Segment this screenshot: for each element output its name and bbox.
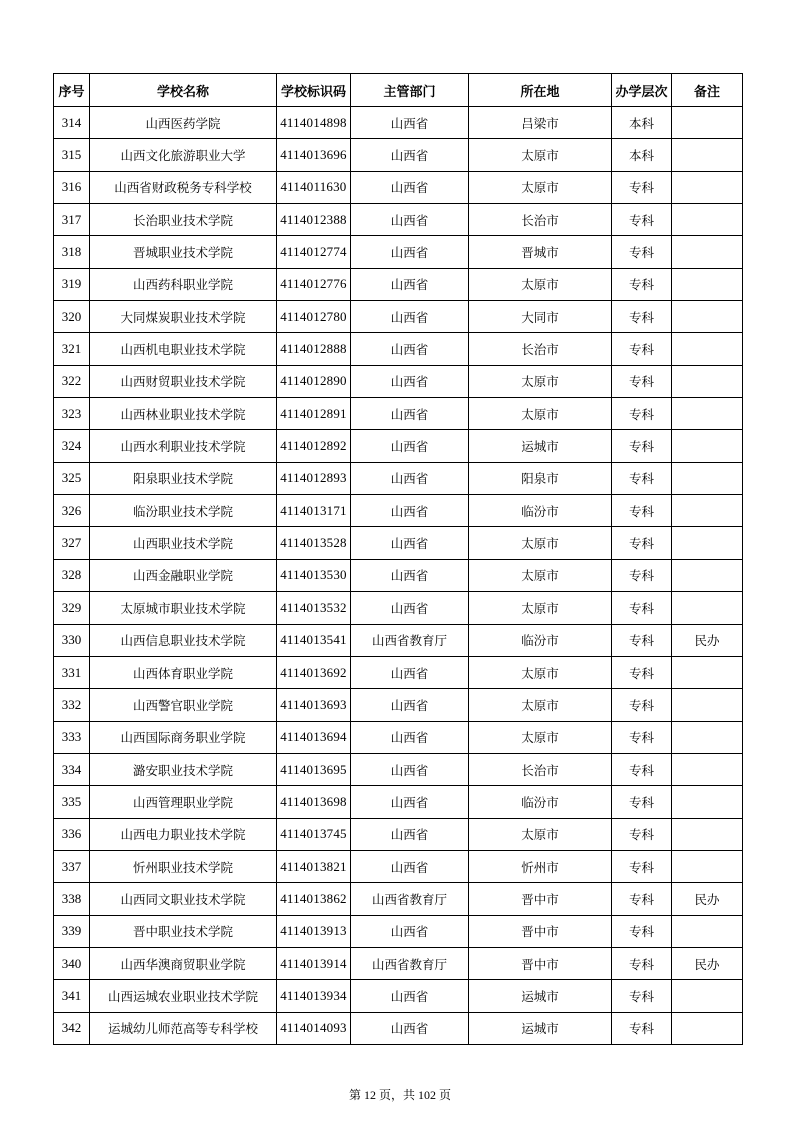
table-row <box>54 980 743 1012</box>
cell-level: 专科 <box>612 624 672 656</box>
cell-location: 运城市 <box>469 430 612 462</box>
cell-location: 太原市 <box>469 527 612 559</box>
table-row <box>54 301 743 333</box>
cell-level: 专科 <box>612 915 672 947</box>
cell-school-code: 4114013862 <box>277 883 351 915</box>
cell-remarks <box>672 753 743 785</box>
cell-school-name: 大同煤炭职业技术学院 <box>90 301 277 333</box>
cell-school-code: 4114012780 <box>277 301 351 333</box>
cell-school-code: 4114014898 <box>277 107 351 139</box>
table-row <box>54 689 743 721</box>
cell-department: 山西省教育厅 <box>351 624 469 656</box>
table-row <box>54 786 743 818</box>
cell-index: 340 <box>54 947 90 979</box>
cell-index: 326 <box>54 495 90 527</box>
cell-school-code: 4114013821 <box>277 850 351 882</box>
cell-remarks <box>672 139 743 171</box>
cell-department: 山西省教育厅 <box>351 947 469 979</box>
cell-school-name: 山西警官职业学院 <box>90 689 277 721</box>
cell-department: 山西省 <box>351 204 469 236</box>
cell-school-code: 4114012776 <box>277 268 351 300</box>
cell-level: 专科 <box>612 527 672 559</box>
cell-index: 316 <box>54 171 90 203</box>
table-row <box>54 333 743 365</box>
cell-department: 山西省 <box>351 592 469 624</box>
cell-department: 山西省 <box>351 818 469 850</box>
cell-department: 山西省教育厅 <box>351 883 469 915</box>
cell-index: 314 <box>54 107 90 139</box>
cell-level: 本科 <box>612 139 672 171</box>
table-row <box>54 495 743 527</box>
cell-remarks <box>672 398 743 430</box>
cell-school-name: 忻州职业技术学院 <box>90 850 277 882</box>
cell-department: 山西省 <box>351 462 469 494</box>
table-row <box>54 656 743 688</box>
cell-department: 山西省 <box>351 527 469 559</box>
cell-index: 321 <box>54 333 90 365</box>
cell-department: 山西省 <box>351 980 469 1012</box>
cell-school-code: 4114012892 <box>277 430 351 462</box>
cell-location: 太原市 <box>469 818 612 850</box>
cell-school-name: 山西信息职业技术学院 <box>90 624 277 656</box>
cell-school-name: 山西机电职业技术学院 <box>90 333 277 365</box>
table-row <box>54 139 743 171</box>
cell-school-code: 4114013532 <box>277 592 351 624</box>
table-row <box>54 171 743 203</box>
cell-location: 晋中市 <box>469 947 612 979</box>
table-row <box>54 753 743 785</box>
cell-school-name: 太原城市职业技术学院 <box>90 592 277 624</box>
cell-remarks <box>672 915 743 947</box>
cell-school-code: 4114013694 <box>277 721 351 753</box>
table-row <box>54 430 743 462</box>
cell-school-code: 4114012388 <box>277 204 351 236</box>
cell-remarks <box>672 301 743 333</box>
cell-location: 太原市 <box>469 139 612 171</box>
cell-level: 专科 <box>612 689 672 721</box>
cell-school-name: 山西财贸职业技术学院 <box>90 365 277 397</box>
cell-school-name: 山西林业职业技术学院 <box>90 398 277 430</box>
cell-level: 专科 <box>612 333 672 365</box>
cell-level: 专科 <box>612 171 672 203</box>
cell-department: 山西省 <box>351 365 469 397</box>
cell-school-code: 4114012891 <box>277 398 351 430</box>
table-row <box>54 850 743 882</box>
cell-school-name: 山西医药学院 <box>90 107 277 139</box>
cell-index: 330 <box>54 624 90 656</box>
header-school-name: 学校名称 <box>90 74 277 107</box>
header-school-code: 学校标识码 <box>277 74 351 107</box>
table-row <box>54 462 743 494</box>
table-row <box>54 1012 743 1044</box>
table-row <box>54 818 743 850</box>
cell-school-code: 4114013698 <box>277 786 351 818</box>
cell-index: 315 <box>54 139 90 171</box>
cell-index: 338 <box>54 883 90 915</box>
cell-index: 329 <box>54 592 90 624</box>
cell-department: 山西省 <box>351 333 469 365</box>
cell-school-code: 4114013692 <box>277 656 351 688</box>
cell-school-name: 潞安职业技术学院 <box>90 753 277 785</box>
cell-level: 专科 <box>612 1012 672 1044</box>
cell-location: 临汾市 <box>469 624 612 656</box>
cell-department: 山西省 <box>351 301 469 333</box>
table-row <box>54 721 743 753</box>
cell-school-code: 4114013913 <box>277 915 351 947</box>
cell-index: 339 <box>54 915 90 947</box>
cell-school-name: 山西药科职业学院 <box>90 268 277 300</box>
cell-remarks <box>672 818 743 850</box>
cell-location: 阳泉市 <box>469 462 612 494</box>
cell-school-code: 4114014093 <box>277 1012 351 1044</box>
cell-school-code: 4114013530 <box>277 559 351 591</box>
cell-location: 忻州市 <box>469 850 612 882</box>
cell-school-name: 山西管理职业学院 <box>90 786 277 818</box>
cell-location: 太原市 <box>469 592 612 624</box>
cell-index: 341 <box>54 980 90 1012</box>
cell-level: 专科 <box>612 398 672 430</box>
cell-index: 318 <box>54 236 90 268</box>
cell-location: 太原市 <box>469 689 612 721</box>
cell-school-code: 4114012888 <box>277 333 351 365</box>
cell-remarks <box>672 495 743 527</box>
cell-location: 大同市 <box>469 301 612 333</box>
cell-index: 317 <box>54 204 90 236</box>
cell-level: 专科 <box>612 753 672 785</box>
cell-level: 专科 <box>612 786 672 818</box>
header-level: 办学层次 <box>612 74 672 107</box>
table-row <box>54 592 743 624</box>
table-row <box>54 527 743 559</box>
cell-school-code: 4114013541 <box>277 624 351 656</box>
cell-department: 山西省 <box>351 850 469 882</box>
cell-department: 山西省 <box>351 398 469 430</box>
cell-department: 山西省 <box>351 139 469 171</box>
cell-department: 山西省 <box>351 559 469 591</box>
cell-location: 临汾市 <box>469 495 612 527</box>
cell-location: 晋中市 <box>469 915 612 947</box>
table-row <box>54 947 743 979</box>
cell-school-name: 晋城职业技术学院 <box>90 236 277 268</box>
cell-remarks <box>672 786 743 818</box>
cell-index: 322 <box>54 365 90 397</box>
cell-remarks <box>672 559 743 591</box>
cell-location: 太原市 <box>469 171 612 203</box>
cell-remarks <box>672 204 743 236</box>
table-row <box>54 107 743 139</box>
cell-department: 山西省 <box>351 786 469 818</box>
cell-location: 晋中市 <box>469 883 612 915</box>
cell-index: 320 <box>54 301 90 333</box>
cell-school-name: 山西电力职业技术学院 <box>90 818 277 850</box>
cell-location: 长治市 <box>469 204 612 236</box>
cell-school-code: 4114013695 <box>277 753 351 785</box>
cell-school-name: 长治职业技术学院 <box>90 204 277 236</box>
cell-location: 晋城市 <box>469 236 612 268</box>
cell-remarks: 民办 <box>672 883 743 915</box>
cell-school-code: 4114013934 <box>277 980 351 1012</box>
cell-index: 331 <box>54 656 90 688</box>
cell-level: 专科 <box>612 236 672 268</box>
school-list-table <box>53 73 743 1045</box>
cell-location: 长治市 <box>469 333 612 365</box>
cell-school-code: 4114012893 <box>277 462 351 494</box>
cell-department: 山西省 <box>351 1012 469 1044</box>
cell-school-code: 4114011630 <box>277 171 351 203</box>
cell-department: 山西省 <box>351 721 469 753</box>
cell-remarks <box>672 980 743 1012</box>
cell-index: 328 <box>54 559 90 591</box>
cell-department: 山西省 <box>351 753 469 785</box>
cell-remarks <box>672 107 743 139</box>
cell-level: 专科 <box>612 559 672 591</box>
cell-school-code: 4114013696 <box>277 139 351 171</box>
cell-level: 专科 <box>612 495 672 527</box>
cell-remarks <box>672 333 743 365</box>
cell-level: 专科 <box>612 268 672 300</box>
cell-remarks <box>672 268 743 300</box>
cell-level: 专科 <box>612 365 672 397</box>
cell-department: 山西省 <box>351 268 469 300</box>
cell-school-name: 山西同文职业技术学院 <box>90 883 277 915</box>
cell-location: 长治市 <box>469 753 612 785</box>
table-header-row <box>54 74 743 107</box>
cell-school-code: 4114013693 <box>277 689 351 721</box>
cell-school-name: 临汾职业技术学院 <box>90 495 277 527</box>
cell-level: 专科 <box>612 592 672 624</box>
cell-remarks <box>672 592 743 624</box>
table-row <box>54 398 743 430</box>
cell-school-name: 晋中职业技术学院 <box>90 915 277 947</box>
cell-level: 专科 <box>612 883 672 915</box>
cell-location: 太原市 <box>469 268 612 300</box>
cell-index: 335 <box>54 786 90 818</box>
cell-location: 运城市 <box>469 980 612 1012</box>
cell-location: 太原市 <box>469 559 612 591</box>
cell-department: 山西省 <box>351 689 469 721</box>
cell-index: 319 <box>54 268 90 300</box>
cell-department: 山西省 <box>351 107 469 139</box>
cell-school-name: 山西国际商务职业学院 <box>90 721 277 753</box>
cell-remarks <box>672 365 743 397</box>
cell-index: 327 <box>54 527 90 559</box>
cell-remarks <box>672 527 743 559</box>
table-row <box>54 915 743 947</box>
cell-school-code: 4114012774 <box>277 236 351 268</box>
cell-school-code: 4114012890 <box>277 365 351 397</box>
cell-school-name: 山西运城农业职业技术学院 <box>90 980 277 1012</box>
table-row <box>54 559 743 591</box>
cell-school-code: 4114013528 <box>277 527 351 559</box>
cell-department: 山西省 <box>351 656 469 688</box>
table-row <box>54 204 743 236</box>
cell-level: 专科 <box>612 818 672 850</box>
cell-level: 专科 <box>612 947 672 979</box>
cell-level: 专科 <box>612 204 672 236</box>
cell-location: 吕梁市 <box>469 107 612 139</box>
page-footer: 第 12 页，共 102 页 <box>348 1088 451 1102</box>
cell-school-name: 山西金融职业学院 <box>90 559 277 591</box>
cell-remarks <box>672 236 743 268</box>
cell-remarks <box>672 462 743 494</box>
cell-index: 333 <box>54 721 90 753</box>
table-row <box>54 236 743 268</box>
cell-level: 专科 <box>612 850 672 882</box>
cell-level: 本科 <box>612 107 672 139</box>
cell-remarks <box>672 430 743 462</box>
cell-index: 337 <box>54 850 90 882</box>
cell-school-name: 山西职业技术学院 <box>90 527 277 559</box>
table-row <box>54 883 743 915</box>
cell-level: 专科 <box>612 980 672 1012</box>
cell-remarks <box>672 721 743 753</box>
cell-location: 太原市 <box>469 398 612 430</box>
cell-location: 太原市 <box>469 721 612 753</box>
header-index: 序号 <box>54 74 90 107</box>
cell-index: 332 <box>54 689 90 721</box>
cell-department: 山西省 <box>351 171 469 203</box>
cell-level: 专科 <box>612 462 672 494</box>
cell-location: 临汾市 <box>469 786 612 818</box>
cell-school-name: 山西体育职业学院 <box>90 656 277 688</box>
cell-index: 342 <box>54 1012 90 1044</box>
cell-school-name: 山西华澳商贸职业学院 <box>90 947 277 979</box>
cell-school-code: 4114013171 <box>277 495 351 527</box>
cell-index: 334 <box>54 753 90 785</box>
cell-department: 山西省 <box>351 495 469 527</box>
cell-remarks: 民办 <box>672 947 743 979</box>
cell-school-name: 山西省财政税务专科学校 <box>90 171 277 203</box>
cell-department: 山西省 <box>351 236 469 268</box>
cell-location: 太原市 <box>469 656 612 688</box>
cell-level: 专科 <box>612 721 672 753</box>
cell-school-name: 山西文化旅游职业大学 <box>90 139 277 171</box>
cell-remarks <box>672 1012 743 1044</box>
cell-location: 太原市 <box>469 365 612 397</box>
cell-index: 323 <box>54 398 90 430</box>
cell-department: 山西省 <box>351 430 469 462</box>
cell-school-name: 山西水利职业技术学院 <box>90 430 277 462</box>
cell-school-name: 运城幼儿师范高等专科学校 <box>90 1012 277 1044</box>
table-body <box>54 107 743 1045</box>
cell-school-code: 4114013745 <box>277 818 351 850</box>
cell-index: 325 <box>54 462 90 494</box>
table-row <box>54 365 743 397</box>
cell-level: 专科 <box>612 430 672 462</box>
header-remarks: 备注 <box>672 74 743 107</box>
cell-location: 运城市 <box>469 1012 612 1044</box>
table-row <box>54 268 743 300</box>
cell-remarks <box>672 850 743 882</box>
cell-school-code: 4114013914 <box>277 947 351 979</box>
cell-department: 山西省 <box>351 915 469 947</box>
cell-school-name: 阳泉职业技术学院 <box>90 462 277 494</box>
cell-remarks <box>672 171 743 203</box>
header-department: 主管部门 <box>351 74 469 107</box>
header-location: 所在地 <box>469 74 612 107</box>
cell-remarks <box>672 656 743 688</box>
cell-level: 专科 <box>612 301 672 333</box>
cell-index: 336 <box>54 818 90 850</box>
cell-remarks: 民办 <box>672 624 743 656</box>
cell-index: 324 <box>54 430 90 462</box>
cell-level: 专科 <box>612 656 672 688</box>
table-row <box>54 624 743 656</box>
cell-remarks <box>672 689 743 721</box>
